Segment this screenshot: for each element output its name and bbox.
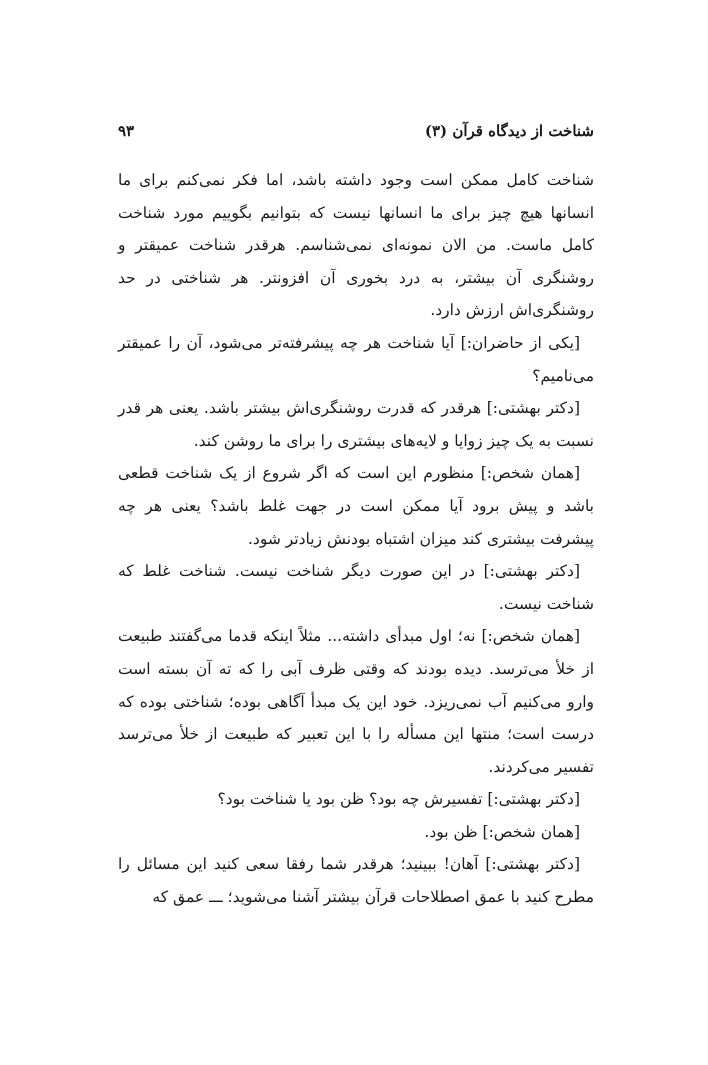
paragraph: [دکتر بهشتی:] تفسیرش چه بود؟ ظن بود یا شناخت بود؟ <box>217 790 580 809</box>
paragraph: [همان شخص:] منظورم این است که اگر شروع از یک شناخت قطعی باشد و پیش برود آیا ممکن است در جهت غلط باشد؟ یعنی هر چه پیشرفت بیشتری کند میزان اشتباه بودنش زیادتر شود. <box>118 464 594 548</box>
paragraph: [دکتر بهشتی:] هرقدر که قدرت روشنگری‌اش بیشتر باشد. یعنی هر قدر نسبت به یک چیز زوایا و لایه‌های بیشتری را برای ما روشن کند. <box>118 399 594 450</box>
paragraph: [دکتر بهشتی:] آهان! ببینید؛ هرقدر شما رفقا سعی کنید این مسائل را مطرح کنید با عمق اصطلاحات قرآن بیشتر آشنا می‌شوید؛ ـــ عمق که <box>118 855 594 907</box>
page-number: ۹۳ <box>118 122 135 140</box>
paragraph: [همان شخص:] ظن بود. <box>424 822 580 841</box>
paragraph: شناخت کامل ممکن است وجود داشته باشد، اما فکر نمی‌کنم برای ما انسانها هیچ چیز برای ما انسانها نیست که بتوانیم بگوییم مورد شناخت کامل ماست. من الان نمونه‌ای نمی‌شناسم. هرقدر شناخت عمیقتر و روشنگری آن بیشتر، به درد بخوری آن افزونتر. هر شناختی در حد روشنگری‌اش ارزش دارد. <box>118 171 594 320</box>
paragraph: [دکتر بهشتی:] در این صورت دیگر شناخت نیست. شناخت غلط که شناخت نیست. <box>118 562 594 613</box>
body-text <box>118 164 594 914</box>
paragraph: [یکی از حاضران:] آیا شناخت هر چه پیشرفته‌تر می‌شود، آن را عمیقتر می‌نامیم؟ <box>118 333 594 385</box>
running-header <box>118 118 594 144</box>
chapter-title: شناخت از دیدگاه قرآن (۳) <box>424 122 594 140</box>
paragraph: [همان شخص:] نه؛ اول مبدأی داشته... مثلاً اینکه قدما می‌گفتند طبیعت از خلأ می‌ترسد. دیده بودند که وقتی ظرف آبی را که ته آن بسته است وارو می‌کنیم آب نمی‌ریزد. خود این یک مبدأ آگاهی بوده؛ شناختی بوده که درست است؛ منتها این مسأله را با این تعبیر که طبیعت از خلأ می‌ترسد تفسیر می‌کردند. <box>118 627 594 776</box>
